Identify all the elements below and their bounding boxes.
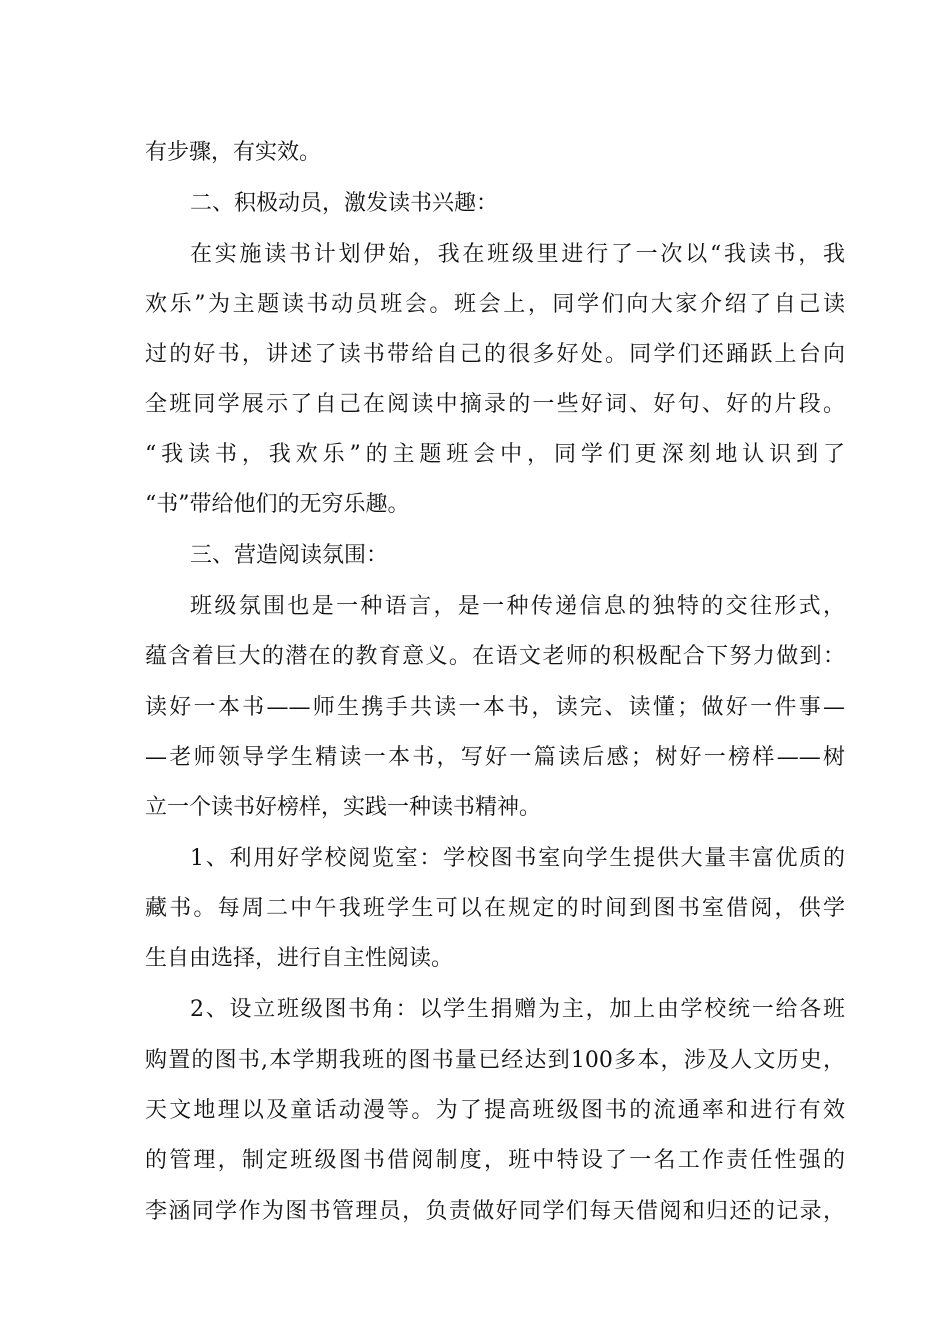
text-line: 2、设立班级图书角：以学生捐赠为主，加上由学校统一给各班 <box>190 997 845 1022</box>
text-line: “我读书，我欢乐”的主题班会中，同学们更深刻地认识到了 <box>145 442 845 467</box>
text-line: 蕴含着巨大的潜在的教育意义。在语文老师的积极配合下努力做到： <box>145 644 845 669</box>
text-line: 生自由选择，进行自主性阅读。 <box>145 946 454 971</box>
section-heading: 二、积极动员，激发读书兴趣： <box>190 191 499 216</box>
section-heading: 三、营造阅读氛围： <box>190 543 389 568</box>
text-line: 的管理，制定班级图书借阅制度，班中特设了一名工作责任性强的 <box>145 1148 845 1173</box>
text-line: 全班同学展示了自己在阅读中摘录的一些好词、好句、好的片段。 <box>145 392 845 417</box>
text-line: 在实施读书计划伊始，我在班级里进行了一次以“我读书，我 <box>190 242 845 267</box>
text-line: 欢乐”为主题读书动员班会。班会上，同学们向大家介绍了自己读 <box>145 292 845 317</box>
text-line: 班级氛围也是一种语言，是一种传递信息的独特的交往形式， <box>190 594 845 619</box>
text-line: 有步骤，有实效。 <box>145 140 322 165</box>
text-line: —老师领导学生精读一本书，写好一篇读后感；树好一榜样——树 <box>145 745 845 770</box>
text-line: 读好一本书——师生携手共读一本书，读完、读懂；做好一件事— <box>145 695 845 720</box>
text-line: 1、利用好学校阅览室：学校图书室向学生提供大量丰富优质的 <box>190 846 845 871</box>
text-line: 藏书。每周二中午我班学生可以在规定的时间到图书室借阅，供学 <box>145 896 845 921</box>
text-line: 天文地理以及童话动漫等。为了提高班级图书的流通率和进行有效 <box>145 1098 845 1123</box>
text-line: “书”带给他们的无穷乐趣。 <box>145 492 410 517</box>
text-line: 立一个读书好榜样，实践一种读书精神。 <box>145 795 542 820</box>
text-line: 过的好书，讲述了读书带给自己的很多好处。同学们还踊跃上台向 <box>145 342 845 367</box>
text-line: 购置的图书,本学期我班的图书量已经达到100多本，涉及人文历史， <box>145 1048 845 1073</box>
text-line: 李涵同学作为图书管理员，负责做好同学们每天借阅和归还的记录， <box>145 1199 845 1224</box>
